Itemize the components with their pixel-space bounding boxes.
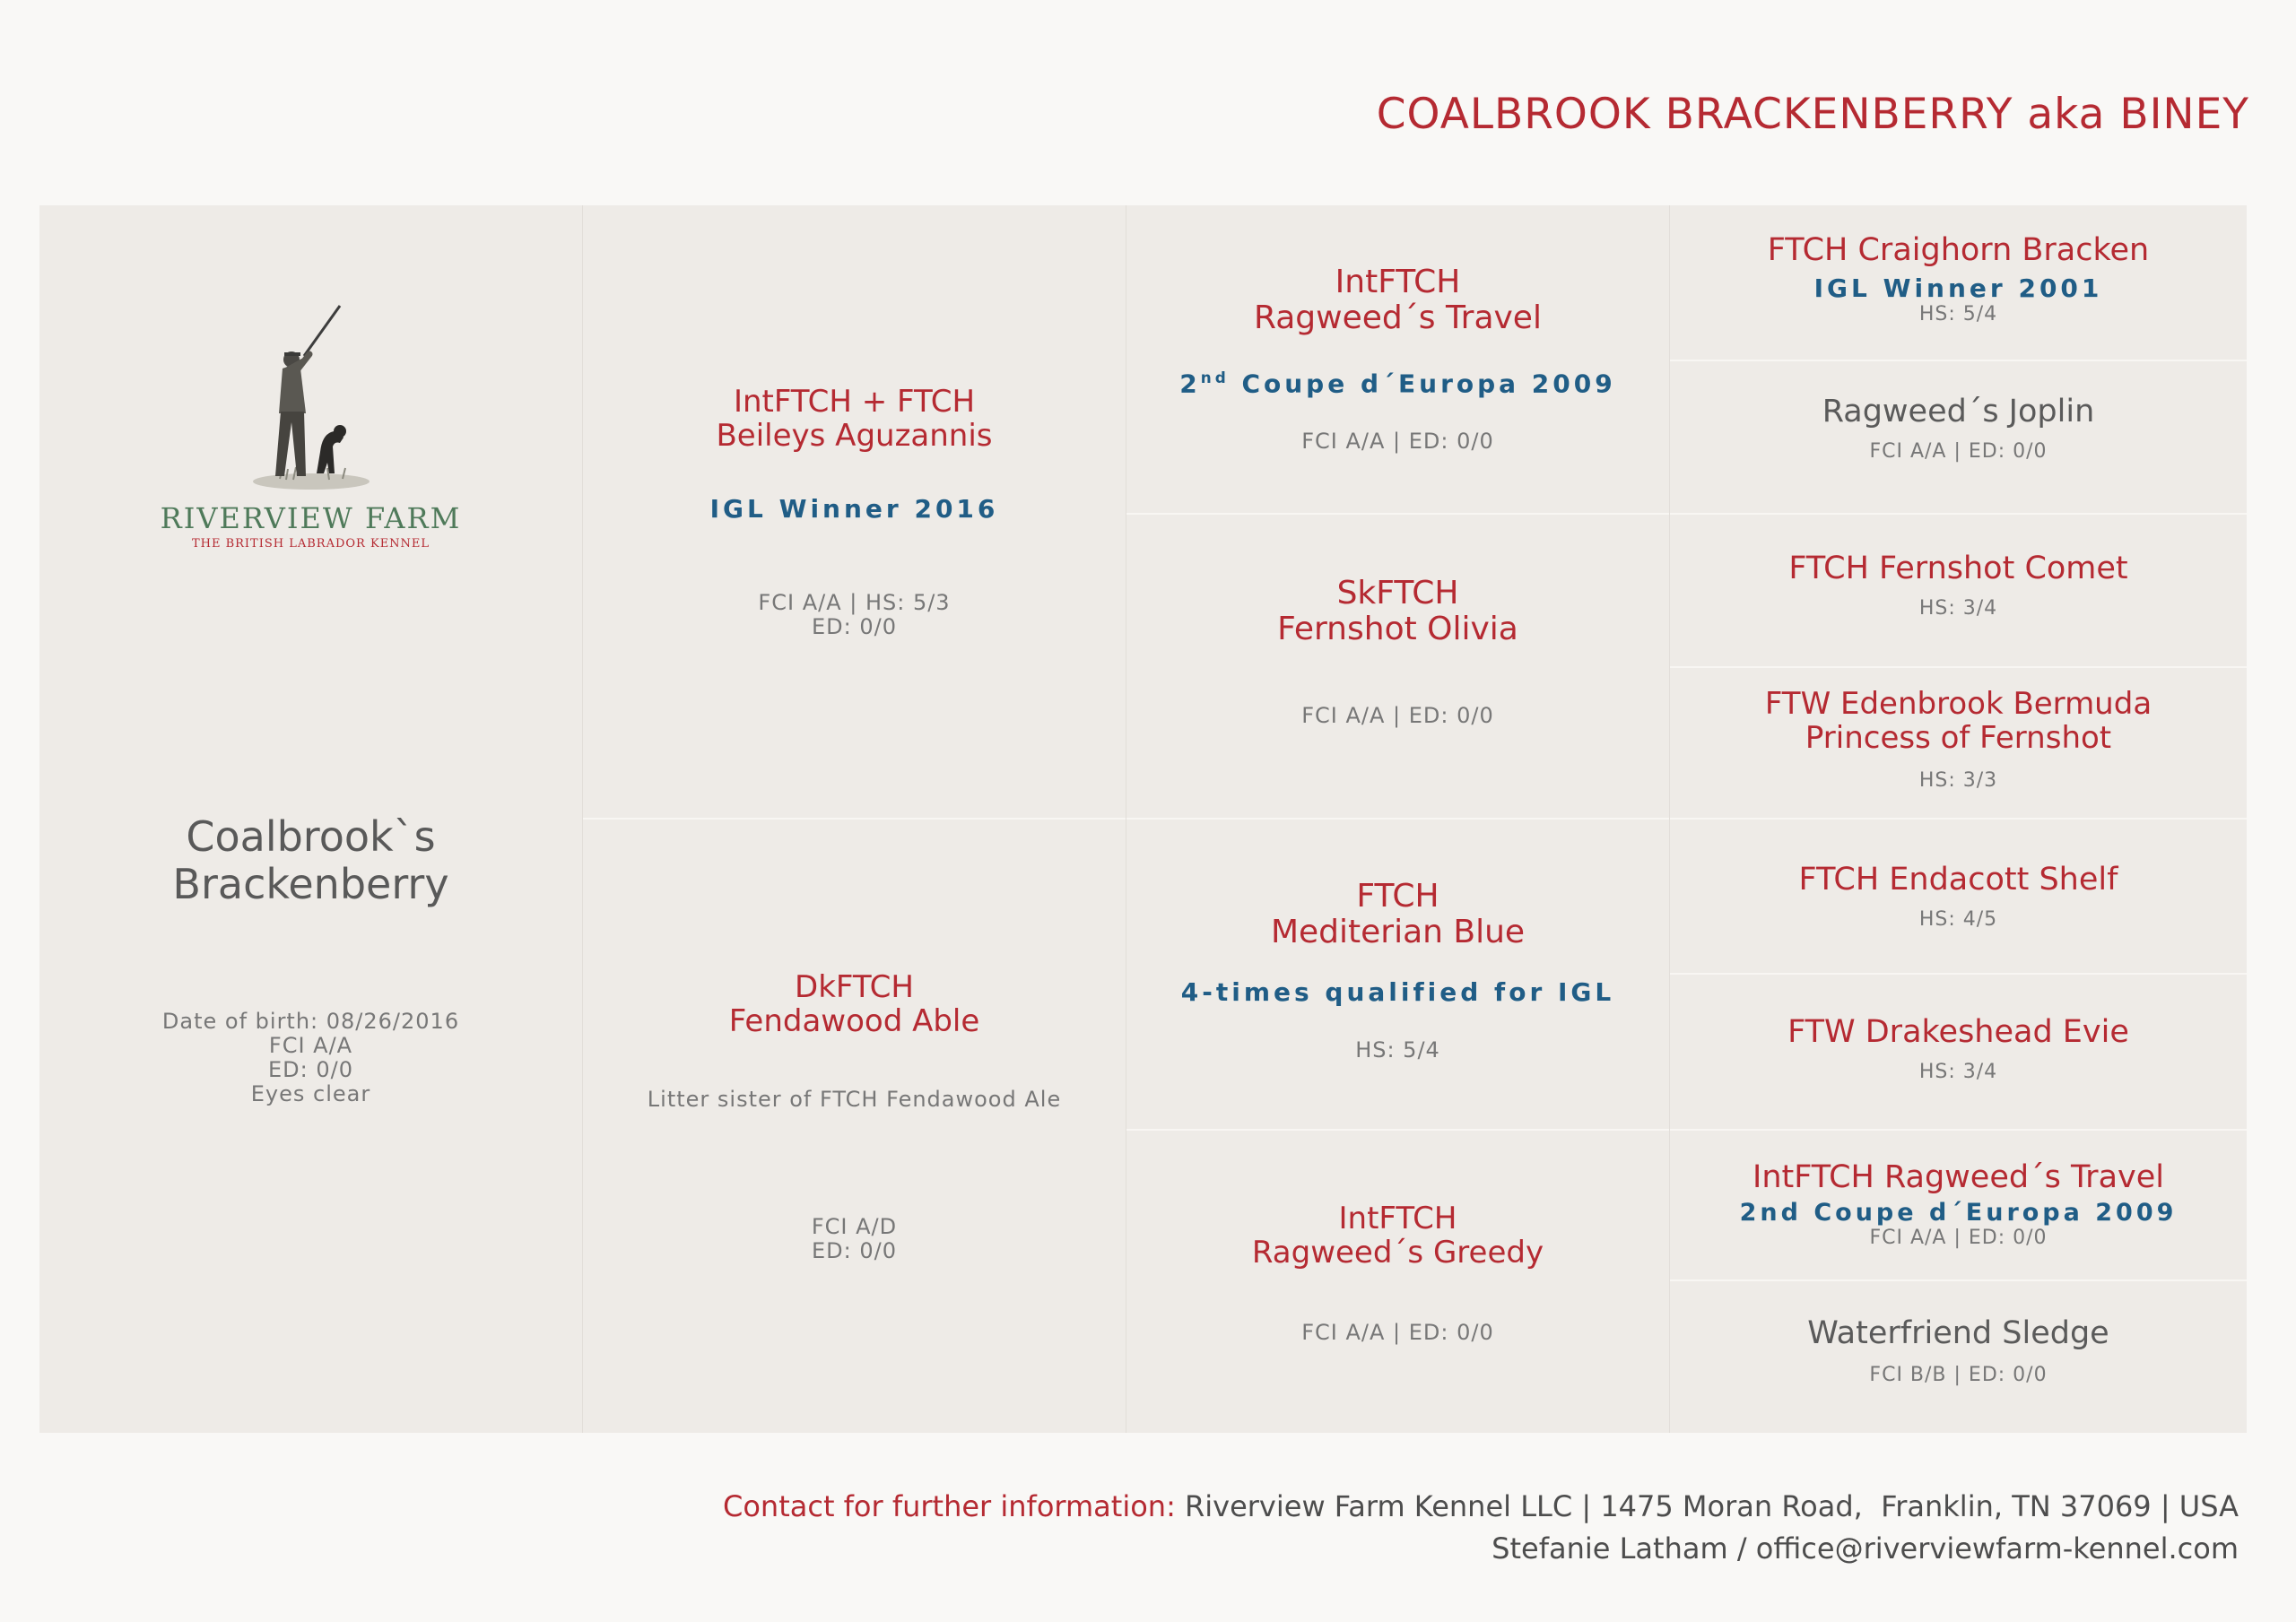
gp2-name: Fernshot Olivia [1277,611,1518,647]
footer-contact-label: Contact for further information: [722,1489,1176,1523]
ggp2-name: Ragweed´s Joplin [1822,394,2095,429]
grandparent-2 [1126,576,1669,728]
gp4-health: FCI A/A | ED: 0/0 [1301,1320,1494,1345]
logo-name: RIVERVIEW FARM [160,501,462,535]
sire-cell [583,385,1126,639]
grandparents-column [1126,205,1669,1433]
sire-health2: ED: 0/0 [812,614,897,639]
great-grandparent-8 [1670,1315,2247,1386]
ggp5-health: HS: 4/5 [1918,908,1998,931]
dog-name-line2: Brackenberry [172,860,449,908]
ggp7-award: 2nd Coupe d´Europa 2009 [1739,1199,2178,1227]
gp3-title: FTCH [1356,878,1439,915]
ggp4-name-line2: Princess of Fernshot [1805,720,2112,756]
dog-dob: Date of birth: 08/26/2016 [161,1009,460,1034]
ggp1-name: FTCH Craighorn Bracken [1767,232,2150,268]
ggp5-name: FTCH Endacott Shelf [1798,862,2118,898]
dam-title: DkFTCH [795,969,914,1005]
ggp4-health: HS: 3/3 [1918,769,1998,792]
dam-health2: ED: 0/0 [812,1238,897,1263]
ggp7-health: FCI A/A | ED: 0/0 [1869,1227,2048,1249]
ggp4-name-line1: FTW Edenbrook Bermuda [1764,686,2152,722]
dog-ed: ED: 0/0 [268,1057,353,1082]
great-grandparents-column [1670,205,2247,1433]
ggp8-health: FCI B/B | ED: 0/0 [1869,1364,2048,1386]
riverview-farm-logo [39,304,582,551]
gp1-title: IntFTCH [1335,264,1461,300]
ggp7-name: IntFTCH Ragweed´s Travel [1752,1159,2164,1195]
great-grandparent-2 [1670,394,2247,463]
sire-award: IGL Winner 2016 [709,494,999,524]
great-grandparent-4 [1670,687,2247,792]
sire-health1: FCI A/A | HS: 5/3 [758,590,951,615]
great-grandparent-3 [1670,551,2247,620]
grandparent-4 [1126,1201,1669,1345]
logo-tagline: THE BRITISH LABRADOR KENNEL [191,537,430,551]
grandparent-1 [1126,265,1669,454]
ggp6-health: HS: 3/4 [1918,1061,1998,1083]
sire-name: Beileys Aguzannis [716,418,993,454]
gp4-title: IntFTCH [1338,1201,1457,1236]
ggp3-health: HS: 3/4 [1918,597,1998,620]
gp3-name: Mediterian Blue [1270,914,1526,950]
gp1-name: Ragweed´s Travel [1254,299,1542,336]
dog-eyes: Eyes clear [250,1081,371,1106]
gp1-health: FCI A/A | ED: 0/0 [1301,429,1494,455]
page-title: COALBROOK BRACKENBERRY aka BINEY [1376,90,2249,139]
dam-name: Fendawood Able [728,1003,980,1039]
dog-column [39,205,582,1433]
footer-contact [723,1489,2239,1523]
hunter-with-dog-icon [230,304,392,492]
gp3-award: 4-times qualified for IGL [1180,977,1615,1007]
great-grandparent-1 [1670,232,2247,325]
ggp6-name: FTW Drakeshead Evie [1787,1014,2129,1050]
dam-note: Litter sister of FTCH Fendawood Ale [647,1087,1062,1112]
gp4-name: Ragweed´s Greedy [1251,1235,1544,1271]
dam-cell [583,970,1126,1263]
sire-title: IntFTCH + FTCH [733,384,976,420]
ggp3-name: FTCH Fernshot Comet [1788,551,2128,586]
footer-contact-text: Riverview Farm Kennel LLC | 1475 Moran Road, Franklin, TN 37069 | USA [1185,1489,2239,1523]
grandparent-3 [1126,879,1669,1063]
dog-fci: FCI A/A [268,1033,353,1058]
dam-health1: FCI A/D [811,1214,898,1239]
pedigree-grid [39,205,2247,1433]
gp2-title: SkFTCH [1336,575,1459,612]
ggp2-health: FCI A/A | ED: 0/0 [1869,440,2048,463]
ggp8-name: Waterfriend Sledge [1807,1315,2109,1351]
gp1-award: 2nd Coupe d´Europa 2009 [1179,369,1616,399]
great-grandparent-6 [1670,1014,2247,1083]
great-grandparent-5 [1670,862,2247,931]
footer-email-line: Stefanie Latham / office@riverviewfarm-kennel.com [1492,1531,2239,1566]
ggp1-award: IGL Winner 2001 [1813,273,2103,303]
parents-column [583,205,1126,1433]
gp3-health: HS: 5/4 [1355,1037,1440,1063]
ggp1-health: HS: 5/4 [1918,303,1998,325]
dog-name-line1: Coalbrook`s [186,812,436,861]
great-grandparent-7 [1670,1159,2247,1249]
gp2-health: FCI A/A | ED: 0/0 [1301,703,1494,728]
